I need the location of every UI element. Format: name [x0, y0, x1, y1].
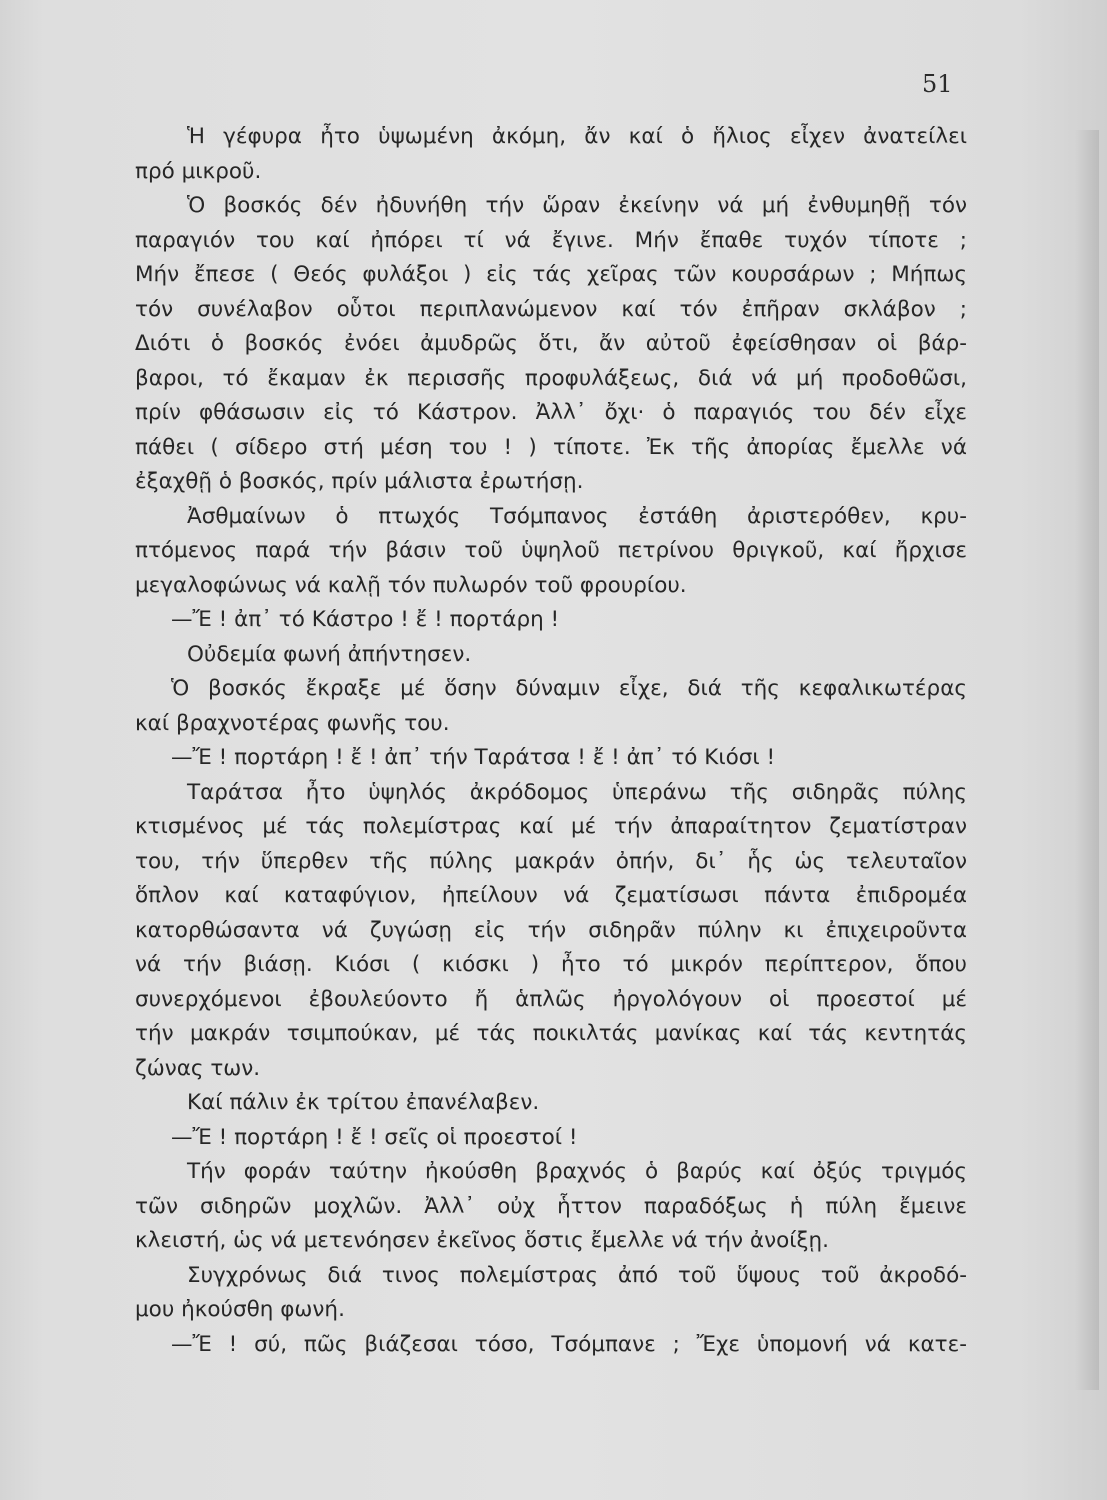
- text-line: Ἀσθμαίνων ὁ πτωχός Τσόμπανος ἐστάθη ἀριστερόθεν, κρυ-: [187, 503, 967, 529]
- text-line: κτισμένος μέ τάς πολεμίστρας καί μέ τήν ἀπαραίτητον ζεματίστραν: [135, 814, 967, 839]
- text-line: Ταράτσα ἦτο ὑψηλός ἀκρόδομος ὑπεράνω τῆς σιδηρᾶς πύλης: [187, 779, 967, 805]
- body-text: [135, 120, 967, 1362]
- text-line: πρίν φθάσωσιν εἰς τό Κάστρον. Ἀλλ᾽ ὄχι· ὁ παραγιός του δέν εἶχε: [135, 400, 967, 425]
- text-line: ἐξαχθῇ ὁ βοσκός, πρίν μάλιστα ἐρωτήσῃ.: [135, 469, 584, 494]
- text-line: του, τήν ὕπερθεν τῆς πύλης μακράν ὀπήν, δι᾽ ἧς ὡς τελευταῖον: [135, 848, 967, 874]
- text-line: βαροι, τό ἔκαμαν ἐκ περισσῆς προφυλάξεως, διά νά μή προδοθῶσι,: [135, 365, 967, 391]
- text-line: Ὁ βοσκός ἔκραξε μέ ὅσην δύναμιν εἶχε, διά τῆς κεφαλικωτέρας: [171, 676, 967, 701]
- dialogue-line: —Ἔ ! πορτάρη ! ἔ ! σεῖς οἱ προεστοί !: [171, 1124, 578, 1150]
- text-line: τῶν σιδηρῶν μοχλῶν. Ἀλλ᾽ οὐχ ἧττον παραδόξως ἡ πύλη ἔμεινε: [135, 1193, 967, 1219]
- text-line: τήν μακράν τσιμπούκαν, μέ τάς ποικιλτάς μανίκας καί τάς κεντητάς: [135, 1021, 967, 1046]
- text-line: Ἡ γέφυρα ἦτο ὑψωμένη ἀκόμη, ἄν καί ὁ ἥλιος εἶχεν ἀνατείλει: [187, 124, 967, 149]
- text-line: Τήν φοράν ταύτην ἠκούσθη βραχνός ὁ βαρύς καί ὀξύς τριγμός: [187, 1159, 967, 1184]
- text-line: κατορθώσαντα νά ζυγώσῃ εἰς τήν σιδηρᾶν πύλην κι ἐπιχειροῦντα: [135, 917, 967, 943]
- page-number: 51: [922, 70, 953, 98]
- dialogue-line: —Ἔ ! ἀπ᾽ τό Κάστρο ! ἔ ! πορτάρη !: [171, 607, 560, 632]
- text-line: νά τήν βιάσῃ. Κιόσι ( κιόσκι ) ἦτο τό μικρόν περίπτερον, ὅπου: [135, 952, 967, 977]
- text-line: ὅπλον καί καταφύγιον, ἠπείλουν νά ζεματίσωσι πάντα ἐπιδρομέα: [135, 883, 967, 908]
- text-line: Καί πάλιν ἐκ τρίτου ἐπανέλαβεν.: [187, 1090, 540, 1115]
- text-line: συνερχόμενοι ἐβουλεύοντο ἤ ἁπλῶς ἠργολόγουν οἱ προεστοί μέ: [135, 986, 967, 1012]
- dialogue-line: —Ἔ ! πορτάρη ! ἔ ! ἀπ᾽ τήν Ταράτσα ! ἔ ! ἀπ᾽ τό Κιόσι !: [171, 745, 776, 770]
- text-line: πρό μικροῦ.: [135, 158, 262, 184]
- text-line: Διότι ὁ βοσκός ἐνόει ἀμυδρῶς ὅτι, ἄν αὐτοῦ ἐφείσθησαν οἱ βάρ-: [135, 331, 967, 356]
- text-line: κλειστή, ὡς νά μετενόησεν ἐκεῖνος ὅστις ἔμελλε νά τήν ἀνοίξῃ.: [135, 1228, 829, 1253]
- text-line: μου ἠκούσθη φωνή.: [135, 1297, 345, 1322]
- text-line: ζώνας των.: [135, 1055, 261, 1081]
- dialogue-line: —Ἔ ! σύ, πῶς βιάζεσαι τόσο, Τσόμπανε ; Ἔχε ὑπομονή νά κατε-: [171, 1331, 967, 1357]
- text-line: Συγχρόνως διά τινος πολεμίστρας ἀπό τοῦ ὕψους τοῦ ἀκροδό-: [187, 1262, 967, 1288]
- text-line: μεγαλοφώνως νά καλῇ τόν πυλωρόν τοῦ φρουρίου.: [135, 572, 687, 598]
- text-line: τόν συνέλαβον οὗτοι περιπλανώμενον καί τόν ἐπῆραν σκλάβον ;: [135, 296, 967, 322]
- text-line: πάθει ( σίδερο στή μέση του ! ) τίποτε. Ἐκ τῆς ἀπορίας ἔμελλε νά: [135, 434, 967, 460]
- text-line: πτόμενος παρά τήν βάσιν τοῦ ὑψηλοῦ πετρίνου θριγκοῦ, καί ἤρχισε: [135, 538, 967, 563]
- text-line: Οὐδεμία φωνή ἀπήντησεν.: [187, 641, 472, 667]
- text-line: παραγιόν του καί ἠπόρει τί νά ἔγινε. Μήν ἔπαθε τυχόν τίποτε ;: [135, 227, 967, 253]
- text-line: καί βραχνοτέρας φωνῆς του.: [135, 710, 450, 736]
- text-line: Ὁ βοσκός δέν ἠδυνήθη τήν ὥραν ἐκείνην νά μή ἐνθυμηθῇ τόν: [187, 193, 967, 218]
- text-line: Μήν ἔπεσε ( Θεός φυλάξοι ) εἰς τάς χεῖρας τῶν κουρσάρων ; Μήπως: [135, 262, 967, 287]
- show-through-shadow: [1075, 130, 1099, 1390]
